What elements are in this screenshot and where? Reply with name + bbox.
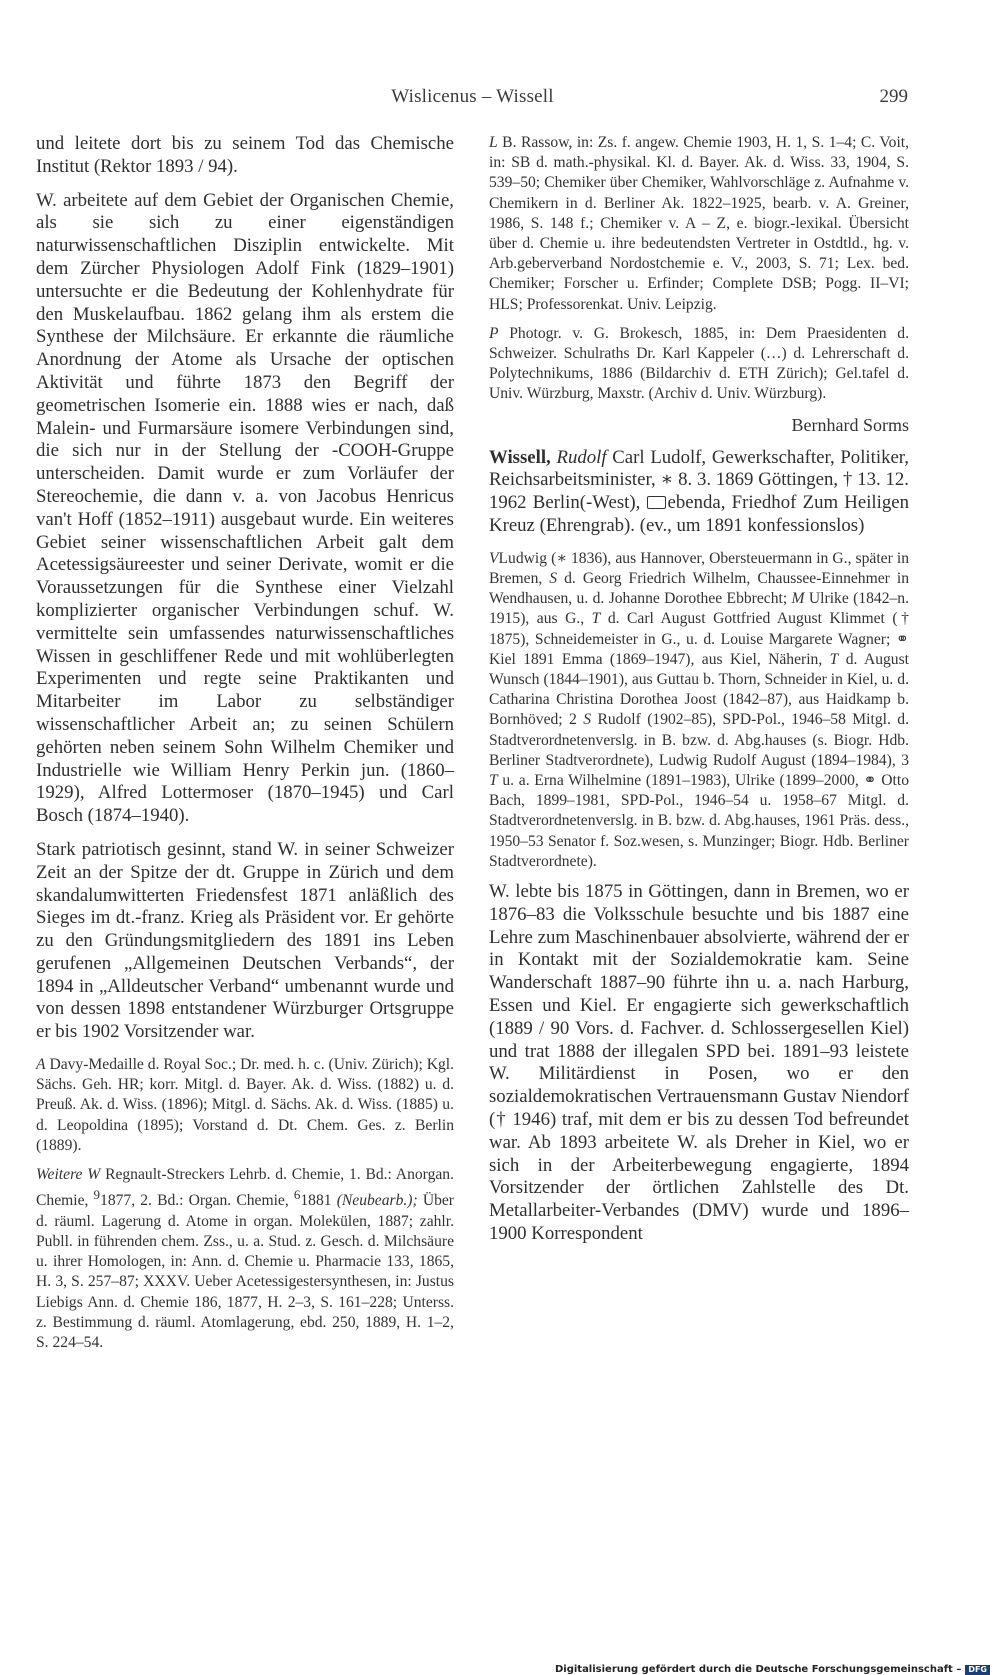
entry-given-name: Rudolf [556, 446, 607, 468]
entry-surname: Wissell, [489, 446, 551, 468]
literature-text: B. Rassow, in: Zs. f. angew. Chemie 1903, H. 1, S. 1–4; C. Voit, in: SB d. math.-physikal. Kl. d. Bayer. Ak. d. Wiss. 33, 1904, S. 539–50; Chemiker über Chemiker, Wahlvorschläge z. Aufnahme v. Chemikern in d. Berliner Ak. 1822–1925, bearb. v. A. Greiner, 1986, S. 148 f.; Chemiker v. A – Z, e. biogr.-lexikal. Übersicht über d. Chemie u. ihre bedeutendsten Vertreter in Ostdtld., hg. v. Arb.geberverband Nordostchemie e. V., 2003, S. 71; Lex. bed. Chemiker; Forscher u. Erfinder; Complete DSB; Pogg. II–VI; HLS; Professorenkat. Univ. Leipzig. [489, 134, 910, 313]
portrait-section [489, 324, 909, 405]
works-text-4: Über d. räuml. Lagerung d. Atome in organ. Molekülen, 1887; zahlr. Publl. in führenden chem. Zss., u. a. Stud. z. Gesch. d. Milchsäure u. ihrer Homologen, in: Ann. d. Chemie u. Pharmacie 133, 1865, H. 3, S. 257–87; XXXV. Ueber Acetessigestersynthesen, in: Justus Liebigs Ann. d. Chemie 186, 1877, H. 2–3, S. 161–228; Unterss. z. Bestimmung d. räuml. Atomlagerung, ebd. 250, 1889, H. 1–2, S. 224–54. [36, 1192, 454, 1351]
paragraph-politics: Stark patriotisch gesinnt, stand W. in seiner Schweizer Zeit an der Spitze der dt. Gruppe in Zürich und dem skandalumwitterten Friedensfest 1871 anläßlich des Sieges im dt.-franz. Krieg als Präsident vor. Er gehörte zu den Gründungsmitgliedern des 1891 ins Leben gerufenen „Allgemeinen Deutschen Verbands“, der 1894 in „Alldeutscher Verband“ umbenannt wurde und von dessen 1898 entstandener Würzburger Ortsgruppe er bis 1902 Vorsitzender war. [36, 838, 454, 1043]
family-text-7: u. a. Erna Wilhelmine (1891–1983), Ulrike (1899–2000, ⚭ Otto Bach, 1899–1981, SPD-Pol., 1946–54 u. 1958–67 Mitgl. d. Stadtverordnetenverslg. in B. bzw. d. Abg.hauses, 1961 Präs. dess., 1950–53 Senator f. Soz.wesen, s. Munzinger; Biogr. Hdb. Berliner Stadtverordnete). [489, 772, 909, 870]
son-label: S [549, 570, 558, 588]
family-text-6: Rudolf (1902–85), SPD-Pol., 1946–58 Mitgl. d. Stadtverordnetenverslg. in B. bzw. d. Abg.hauses (s. Biogr. Hdb. Berliner Stadtverordnete), Ludwig Rudolf August (1894–1984), 3 [489, 711, 909, 769]
literature-section [489, 133, 909, 315]
footer-text: Digitalisierung gefördert durch die Deutsche Forschungsgemeinschaft – [554, 1664, 962, 1675]
awards-section [36, 1055, 454, 1156]
family-text-2: d. Georg Friedrich Wilhelm, Chaussee-Einnehmer in Wendhausen, u. d. Johanne Dorothee Ebbrecht; [489, 570, 909, 608]
paragraph-continuation: und leitete dort bis zu seinem Tod das Chemische Institut (Rektor 1893 / 94). [36, 133, 454, 177]
left-column [36, 133, 454, 1362]
family-text-5: d. August Wunsch (1844–1901), aus Guttau b. Thorn, Schneider in Kiel, u. d. Catharina Christina Dorothea Joost (1842–87), aus Haidkamp b. Bornhöved; 2 [489, 650, 910, 729]
works-italic: (Neubearb.); [336, 1192, 418, 1210]
dfg-logo: DFG [965, 1665, 990, 1675]
family-section [489, 549, 909, 872]
entry-text-1: Carl Ludolf, Gewerkschafter, Politiker, Reichsarbeitsminister, ∗ 8. 3. 1869 Göttingen, † 13. 12. 1962 Berlin(-West), [489, 446, 909, 514]
literature-label: L [489, 134, 498, 151]
daughter-label: T [489, 772, 498, 790]
daughter-label: T [591, 610, 601, 628]
awards-text: Davy-Medaille d. Royal Soc.; Dr. med. h. c. (Univ. Zürich); Kgl. Sächs. Geh. HR; korr. Mitgl. d. Bayer. Ak. d. Wiss. (1882) u. d. Preuß. Ak. d. Wiss. (1896); Mitgl. d. Sächs. Ak. d. Wiss. (1885) u. d. Leopoldina (1895); Vorstand d. Dt. Chem. Ges. z. Berlin (1889). [36, 1056, 454, 1154]
entry-text-2: ebenda, Friedhof Zum Heiligen Kreuz (Ehrengrab). (ev., um 1891 konfessionslos) [489, 492, 909, 537]
author-signature: Bernhard Sorms [791, 414, 909, 435]
family-text-4: d. Carl August Gottfried August Klimmet († 1875), Schneidemeister in G., u. d. Louise Margarete Wagner; ⚭ Kiel 1891 Emma (1869–1947), aus Kiel, Näherin, [489, 610, 909, 668]
portrait-text: Photogr. v. G. Brokesch, 1885, in: Dem Praesidenten d. Schweizer. Schulraths Dr. Karl Kappeler (…) d. Lehrerschaft d. Polytechnikums, 1886 (Bildarchiv d. ETH Zürich); Gel.tafel d. Univ. Würzburg, Maxstr. (Archiv d. Univ. Würzburg). [489, 324, 909, 403]
works-section [36, 1165, 454, 1353]
family-text-1: Ludwig (∗ 1836), aus Hannover, Obersteuermann in G., später in Bremen, [489, 549, 909, 588]
family-text-3: Ulrike (1842–n. 1915), aus G., [489, 590, 909, 628]
paragraph-biography: W. lebte bis 1875 in Göttingen, dann in Bremen, wo er 1876–83 die Volksschule besuchte und bis 1887 eine Lehre zum Maschinenbauer absolvierte, während der er in Kontakt mit der Sozialdemokratie kam. Seine Wanderschaft 1887–90 führte ihn u. a. nach Harburg, Essen und Kiel. Er engagierte sich gewerkschaftlich (1889 / 90 Vors. d. Fachver. d. Schlossergesellen Kiel) und trat 1888 der illegalen SPD bei. 1891–93 leistete W. Militärdienst in Posen, wo er den sozialdemokratischen Vertrauensmann Gustav Niendorf († 1946) traf, mit dem er bis zu dessen Tod befreundet war. Ab 1893 arbeitete W. als Dreher in Kiel, wo er sich in der Arbeiterbewegung engagierte, 1894 Vorsitzender der örtlichen Zahlstelle des Dt. Metallarbeiter-Verbandes (DMV) wurde und 1896–1900 Korrespondent [489, 881, 909, 1245]
paragraph-work: W. arbeitete auf dem Gebiet der Organischen Chemie, als sie sich zu einer eigenständigen naturwissenschaftlichen Disziplin entwickelte. Mit dem Zürcher Physiologen Adolf Fink (1829–1901) untersuchte er die Bedeutung der Kohlenhydrate für den Muskelaufbau. 1862 gelang ihm als erstem die Synthese der Milchsäure. Er erkannte die räumliche Anordnung der Atome als Ursache der optischen Aktivität und führte 1873 den Begriff der geometrischen Isomerie ein. 1888 wies er nach, daß Malein- und Furmarsäure isomere Verbindungen sind, die sich nur in der Stellung der -COOH-Gruppe unterscheiden. Damit wurde er zum Vorläufer der Stereochemie, die dann v. a. von Jacobus Henricus van't Hoff (1852–1911) ausgebaut wurde. Ein weiteres Gebiet seiner wissenschaftlichen Arbeit galt dem Acetessigsäureester und seiner Derivate, womit er die Voraussetzungen für die Synthese einer Vielzahl komplizierter organischer Verbindungen schuf. W. vermittelte sein umfassendes naturwissenschaftliches Wissen in geschliffener Rede und mit wohlüberlegten Experimenten und regte seine Praktikanten und Mitarbeiter im Labor zu selbständiger wissenschaftlicher Arbeit an; zu seinen Schülern gehörten neben seinem Sohn Wilhelm Chemiker und Industrielle wie William Henry Perkin jun. (1860–1929), Alfred Lottermoser (1870–1945) und Carl Bosch (1874–1940). [36, 189, 454, 827]
mother-label: M [791, 590, 805, 608]
works-text-1: Regnault-Streckers Lehrb. d. Chemie, 1. Bd.: Anorgan. Chemie, [36, 1166, 454, 1210]
portrait-label: P [489, 324, 499, 342]
digitization-footer [555, 1664, 990, 1675]
running-head: Wislicenus – Wissell [391, 86, 554, 107]
entry-heading [489, 447, 909, 538]
edition-superscript: 6 [293, 1187, 301, 1203]
burial-icon [647, 496, 666, 509]
daughter-label: T [829, 650, 839, 668]
son-label: S [583, 711, 592, 729]
works-text-2: 1877, 2. Bd.: Organ. Chemie, [100, 1192, 294, 1210]
right-column [489, 133, 909, 1257]
works-label: Weitere W [36, 1166, 101, 1184]
awards-label: A [36, 1056, 46, 1074]
page-number: 299 [879, 86, 908, 107]
edition-superscript: 9 [93, 1187, 101, 1203]
works-text-3: 1881 [300, 1192, 337, 1210]
father-label: V [489, 549, 499, 567]
